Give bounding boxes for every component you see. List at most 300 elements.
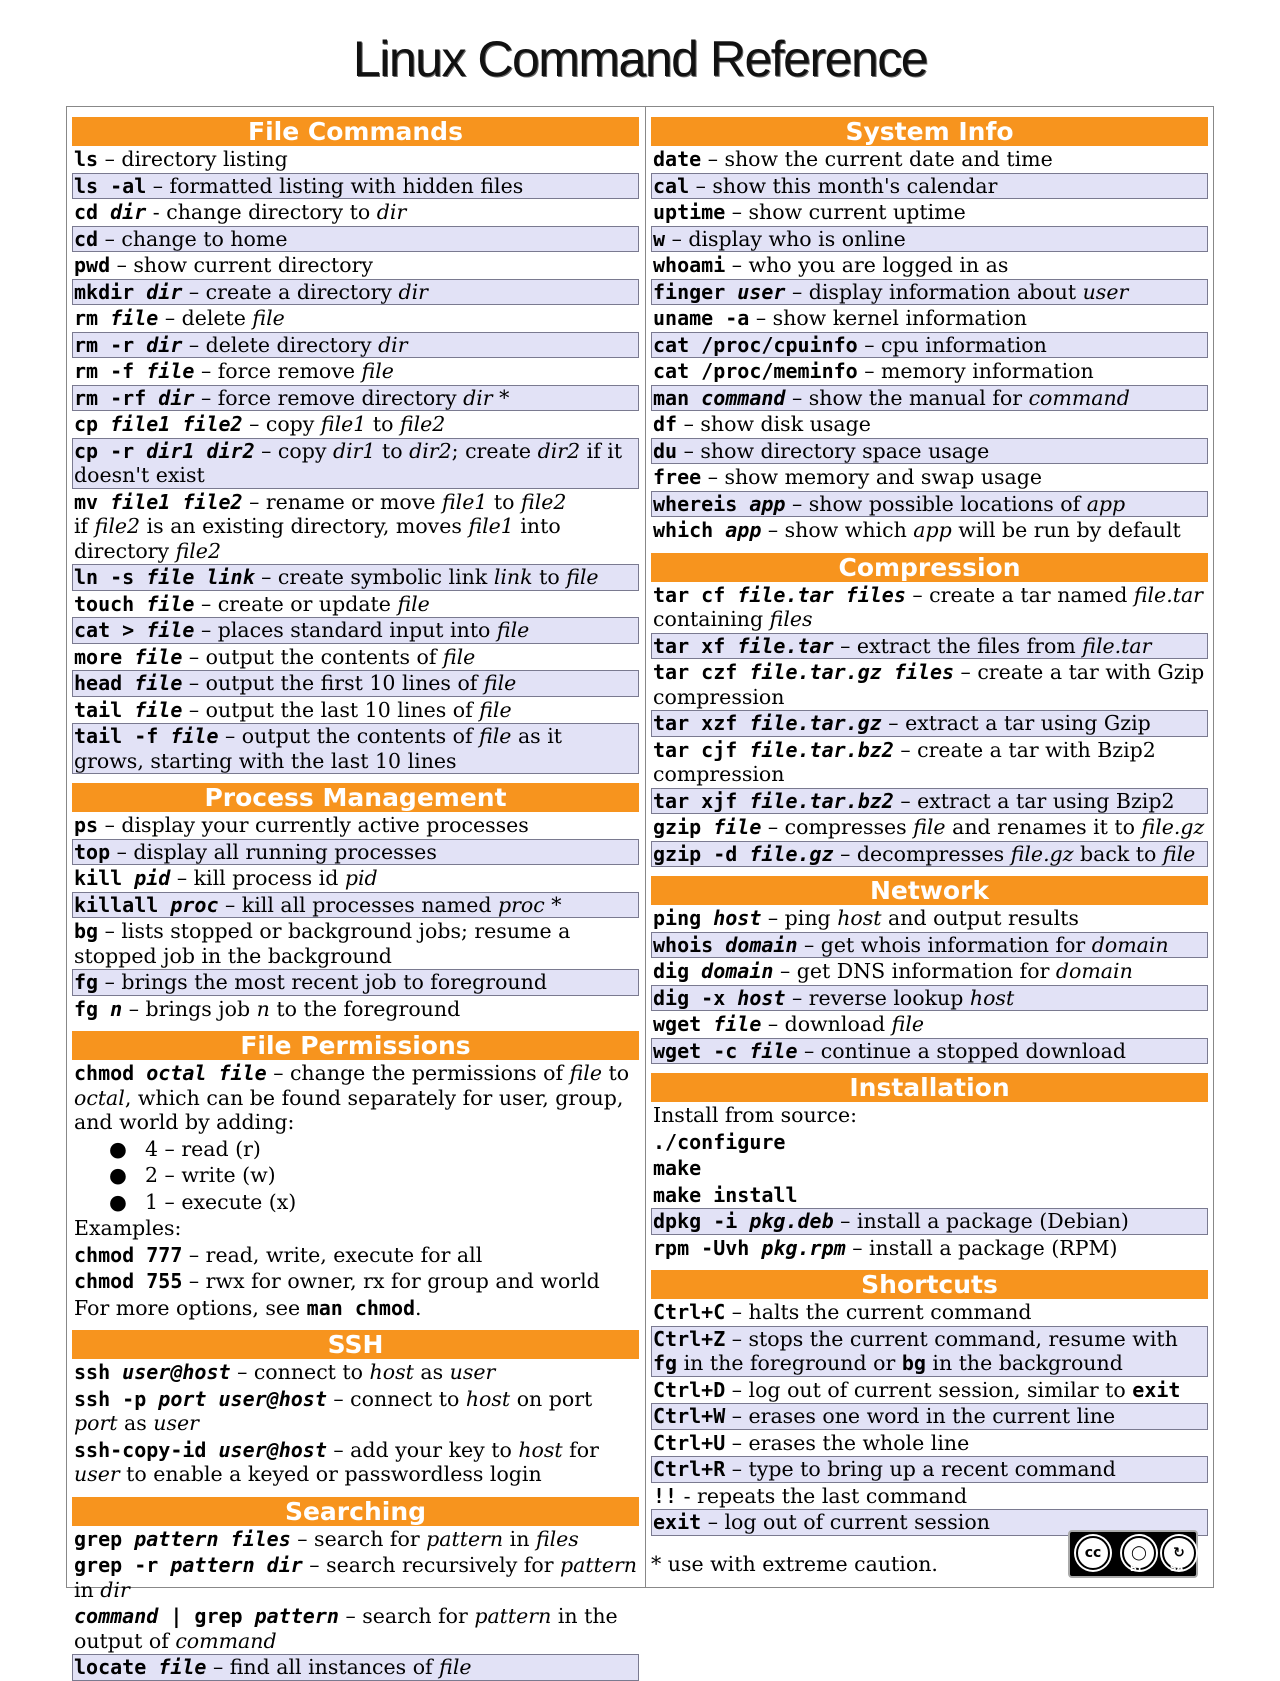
command-text: rm -f <box>74 359 147 383</box>
section-installation <box>651 1073 1208 1261</box>
command-argument: command <box>701 385 786 410</box>
command-argument: file.tar.bz2 <box>749 737 894 762</box>
description-text: – output the contents of <box>218 724 480 748</box>
command-row <box>72 438 639 489</box>
command-row <box>72 1242 639 1269</box>
description-text: – force remove <box>194 359 362 383</box>
command-row <box>651 1403 1208 1430</box>
description-text: to <box>366 412 400 436</box>
description-text: – create symbolic link <box>254 565 494 589</box>
command-row <box>651 1299 1208 1326</box>
bullet-icon: ● <box>109 1136 127 1161</box>
description-text: – show the current date and time <box>701 147 1053 171</box>
argument-ref: file <box>442 644 476 669</box>
command-argument: port user@host <box>158 1386 327 1411</box>
description-text: For more options, see <box>74 1295 307 1320</box>
argument-ref: file1 <box>441 489 488 514</box>
description-text: – show possible locations of <box>785 491 1087 516</box>
description-text: – get whois information for <box>797 932 1092 957</box>
command-argument: command <box>74 1604 159 1628</box>
argument-ref: file.tar <box>1082 633 1152 658</box>
command-row <box>72 1359 639 1386</box>
command-row <box>651 199 1208 226</box>
description-text: if <box>74 514 95 538</box>
command-row <box>651 737 1208 788</box>
description-text: to <box>487 489 522 514</box>
command-row <box>651 1038 1208 1065</box>
command-row <box>72 173 639 200</box>
argument-ref: command <box>175 1628 277 1653</box>
argument-ref: host <box>369 1360 414 1384</box>
argument-ref: dir <box>376 200 407 224</box>
description-text: – create a tar with Bzip2 compression <box>653 737 1156 786</box>
command-text: wget -c <box>653 1038 750 1063</box>
section-network <box>651 876 1208 1064</box>
section-header: Compression <box>651 553 1208 582</box>
description-text: – continue a stopped download <box>797 1038 1126 1063</box>
command-row <box>72 564 639 591</box>
command-argument: file.tar.bz2 <box>749 788 894 813</box>
command-argument: user@host <box>218 1437 327 1462</box>
command-row <box>651 358 1208 385</box>
command-text: finger <box>653 279 738 304</box>
description-text: 1 – execute (x) <box>145 1189 297 1214</box>
argument-ref: file <box>496 618 530 642</box>
section-header: SSH <box>72 1330 639 1359</box>
command-row <box>72 226 639 253</box>
bullet-item <box>72 1189 639 1216</box>
section-header: File Permissions <box>72 1031 639 1060</box>
description-text: 2 – write (w) <box>145 1163 276 1187</box>
argument-ref: files <box>769 607 813 631</box>
description-text: as <box>413 1360 450 1384</box>
command-row <box>651 1430 1208 1457</box>
description-text: – display who is online <box>665 226 906 251</box>
argument-ref: dir <box>378 332 408 357</box>
description-text: ; create <box>451 438 538 463</box>
command-text: w <box>653 226 666 251</box>
command-argument: host <box>737 985 786 1010</box>
command-argument: pkg.deb <box>749 1209 834 1233</box>
command-argument: file.tar.gz files <box>749 660 955 684</box>
description-text: – memory information <box>857 359 1094 383</box>
description-text: – type to bring up a recent command <box>725 1457 1116 1481</box>
description-text: – brings job <box>122 996 257 1021</box>
description-text: - change directory to <box>146 200 377 224</box>
command-text: exit <box>653 1510 702 1534</box>
command-row <box>651 1235 1208 1262</box>
command-text: dig -x <box>653 985 738 1010</box>
description-text: back to <box>1073 841 1163 866</box>
command-text: mv <box>74 489 111 514</box>
section-shortcuts <box>651 1270 1208 1536</box>
argument-ref: proc <box>497 892 545 917</box>
command-row <box>72 812 639 839</box>
command-argument: file <box>170 724 219 748</box>
command-row <box>651 1326 1208 1377</box>
command-row <box>651 279 1208 306</box>
argument-ref: port <box>74 1411 118 1435</box>
command-argument: dir <box>146 332 183 357</box>
description-text: and output results <box>881 906 1079 930</box>
command-text: bg <box>901 1351 926 1375</box>
argument-ref: dir <box>100 1577 130 1602</box>
argument-ref: dir <box>463 385 493 410</box>
command-text: date <box>653 147 702 171</box>
command-argument: file1 file2 <box>110 412 243 436</box>
command-text: Ctrl+W <box>653 1404 726 1428</box>
argument-ref: domain <box>1055 959 1133 983</box>
command-text: gzip -d <box>653 841 750 866</box>
left-column <box>72 114 639 1681</box>
command-argument: file <box>749 1038 798 1063</box>
command-row <box>72 358 639 385</box>
argument-ref: n <box>256 996 270 1021</box>
command-text: make install <box>653 1182 798 1207</box>
command-argument: file <box>158 1655 207 1679</box>
argument-ref: dir1 <box>332 438 376 463</box>
command-row <box>651 438 1208 465</box>
argument-ref: pattern <box>426 1526 504 1551</box>
command-row <box>72 1552 639 1603</box>
description-text: – log out of current session <box>701 1510 990 1534</box>
argument-ref: file2 <box>521 489 567 514</box>
description-text: – display information about <box>785 279 1083 304</box>
command-text: ssh-copy-id <box>74 1437 219 1462</box>
command-text: cp -r <box>74 438 147 463</box>
command-argument: file <box>146 618 195 642</box>
command-text: chmod 755 <box>74 1269 183 1293</box>
command-text: cat /proc/meminfo <box>653 359 858 383</box>
command-text: free <box>653 465 702 489</box>
command-row <box>651 788 1208 815</box>
command-row <box>651 252 1208 279</box>
description-text: Install from source: <box>653 1103 857 1127</box>
argument-ref: file <box>439 1655 472 1679</box>
description-text: Examples: <box>74 1216 182 1240</box>
description-text: – show kernel information <box>749 306 1027 330</box>
command-row <box>651 932 1208 959</box>
command-text: ping <box>653 906 714 930</box>
description-text: – copy <box>242 412 321 436</box>
argument-ref: host <box>465 1386 511 1411</box>
command-row <box>651 633 1208 660</box>
command-text: tar cf <box>653 582 738 607</box>
description-text: – erases one word in the current line <box>725 1404 1116 1428</box>
description-text: – install a package (Debian) <box>833 1209 1129 1233</box>
description-text: – change to home <box>98 226 288 251</box>
command-text: tar xf <box>653 633 738 658</box>
command-argument: file <box>713 1012 762 1036</box>
command-text: !! <box>653 1483 678 1508</box>
command-row <box>651 841 1208 868</box>
command-text: mkdir <box>74 279 147 304</box>
argument-ref: file <box>1162 841 1196 866</box>
command-text: ln -s <box>74 565 147 589</box>
command-argument: user@host <box>122 1360 231 1384</box>
argument-ref: user <box>153 1411 199 1435</box>
argument-ref: file <box>569 1061 602 1085</box>
description-text: – get DNS information for <box>773 959 1056 983</box>
command-text: rm -r <box>74 332 147 357</box>
command-text: gzip <box>653 815 714 839</box>
section-file-permissions <box>72 1031 639 1321</box>
command-text: fg <box>74 970 99 994</box>
argument-ref: file <box>252 306 285 330</box>
command-row <box>72 892 639 919</box>
description-text: . <box>415 1295 422 1320</box>
argument-ref: file <box>361 359 394 383</box>
command-text: tail <box>74 697 135 722</box>
description-text: – show this month's calendar <box>689 173 998 198</box>
description-text: – connect to <box>326 1386 466 1411</box>
description-text: in <box>74 1577 101 1602</box>
description-text: – install a package (RPM) <box>845 1235 1118 1260</box>
command-row <box>72 644 639 671</box>
command-text: cd <box>74 200 111 224</box>
section-compression <box>651 553 1208 868</box>
command-argument: file <box>146 359 195 383</box>
command-text: fg <box>74 996 111 1021</box>
command-argument: file1 file2 <box>110 489 243 514</box>
bullet-icon: ● <box>109 1163 127 1187</box>
section-header: Searching <box>72 1497 639 1526</box>
command-text: fg <box>653 1351 678 1375</box>
argument-ref: link <box>493 565 533 589</box>
description-text: – stops the current command, resume with <box>725 1326 1178 1351</box>
section-system-info <box>651 117 1208 544</box>
command-row <box>651 1155 1208 1182</box>
bullet-item <box>72 1162 639 1189</box>
command-row <box>651 1129 1208 1156</box>
bullet-item <box>72 1136 639 1163</box>
description-text: – show current uptime <box>725 200 966 224</box>
command-text: ls -al <box>74 173 147 198</box>
command-text: Ctrl+Z <box>653 1326 726 1351</box>
description-text: – delete <box>158 306 253 330</box>
description-text: * <box>492 385 510 410</box>
description-text: – create a tar named <box>905 582 1134 607</box>
description-text: – force remove directory <box>194 385 464 410</box>
command-argument: file <box>134 644 183 669</box>
command-row <box>72 723 639 774</box>
command-row <box>651 582 1208 633</box>
right-column <box>651 114 1208 1536</box>
argument-ref: host <box>969 985 1015 1010</box>
command-text: kill <box>74 866 135 890</box>
command-row <box>651 411 1208 438</box>
description-text: – kill all processes named <box>218 892 498 917</box>
section-file-commands <box>72 117 639 774</box>
description-text: – erases the whole line <box>725 1430 970 1455</box>
command-text: whereis <box>653 491 750 516</box>
command-text: ./configure <box>653 1129 786 1154</box>
command-row <box>72 279 639 306</box>
description-text: – ping <box>761 906 838 930</box>
command-row <box>651 710 1208 737</box>
command-row <box>72 146 639 173</box>
description-text: – copy <box>254 438 333 463</box>
description-text: – show the manual for <box>785 385 1029 410</box>
description-text: – compresses <box>761 815 914 839</box>
bullet-icon: ● <box>109 1189 127 1214</box>
command-argument: file <box>146 591 195 616</box>
command-row <box>651 173 1208 200</box>
argument-ref: file1 <box>468 514 514 538</box>
command-row <box>72 918 639 969</box>
command-text: top <box>74 839 111 864</box>
section-header: System Info <box>651 117 1208 146</box>
command-row <box>72 996 639 1023</box>
command-text: dig <box>653 959 702 983</box>
command-row <box>72 865 639 892</box>
section-process-management <box>72 783 639 1022</box>
description-text: in the background <box>925 1351 1123 1375</box>
section-header: Process Management <box>72 783 639 812</box>
description-text: – change the permissions of <box>266 1061 570 1085</box>
command-text: rm <box>74 306 111 330</box>
command-text: which <box>653 518 726 542</box>
command-row <box>651 1377 1208 1404</box>
command-text: ssh -p <box>74 1386 159 1411</box>
command-argument: pattern files <box>134 1526 291 1551</box>
section-header: Installation <box>651 1073 1208 1102</box>
description-text: – show disk usage <box>677 412 871 436</box>
argument-ref: file.gz <box>1141 815 1205 839</box>
argument-ref: host <box>837 906 882 930</box>
command-argument: file <box>134 697 183 722</box>
argument-ref: file1 <box>320 412 367 436</box>
command-text: bg <box>74 919 99 943</box>
command-argument: file.tar <box>737 633 834 658</box>
command-row <box>651 517 1208 544</box>
description-text: - repeats the last command <box>677 1483 968 1508</box>
description-text: – create a directory <box>182 279 399 304</box>
footnote: * use with extreme caution. <box>651 1552 938 1576</box>
argument-ref: command <box>1028 385 1130 410</box>
description-text: in the foreground or <box>677 1351 902 1375</box>
description-text: – search for <box>338 1604 475 1628</box>
command-row <box>72 1060 639 1136</box>
command-text: uptime <box>653 200 726 224</box>
command-argument: file <box>134 671 183 695</box>
argument-ref: host <box>518 1437 563 1462</box>
command-text: cat > <box>74 618 147 642</box>
command-text: tail -f <box>74 724 171 748</box>
description-text: into directory <box>74 514 561 563</box>
description-text: – read, write, execute for all <box>182 1242 483 1267</box>
argument-ref: file <box>479 697 512 722</box>
command-text: df <box>653 412 678 436</box>
description-text: – extract a tar using Bzip2 <box>893 788 1175 813</box>
command-row <box>72 1526 639 1553</box>
argument-ref: user <box>1082 279 1129 304</box>
command-row <box>72 839 639 866</box>
description-text: – show current directory <box>110 253 373 277</box>
command-text: tar cjf <box>653 737 750 762</box>
command-argument: file.gz <box>749 841 834 866</box>
command-row <box>651 1208 1208 1235</box>
description-text: as it grows, starting with the last 10 lines <box>74 724 563 773</box>
description-text: – display your currently active processes <box>98 813 529 837</box>
command-row <box>72 591 639 618</box>
by-label: BY <box>1130 1564 1143 1574</box>
command-argument: host <box>713 906 762 930</box>
description-text: – directory listing <box>98 147 288 171</box>
command-argument: dir <box>110 200 147 224</box>
command-row <box>72 1437 639 1488</box>
command-argument: file.tar files <box>737 582 906 607</box>
section-header: Network <box>651 876 1208 905</box>
argument-ref: file <box>479 724 512 748</box>
command-text: man chmod <box>306 1295 416 1320</box>
argument-ref: domain <box>1091 932 1169 957</box>
command-text: chmod 777 <box>74 1242 183 1267</box>
command-argument: app <box>725 518 762 542</box>
description-text: – add your key to <box>326 1437 519 1462</box>
argument-ref: file2 <box>399 412 446 436</box>
command-text: dpkg -i <box>653 1209 750 1233</box>
command-text: Ctrl+C <box>653 1300 726 1324</box>
description-text: – halts the current command <box>725 1300 1032 1324</box>
description-text: if it doesn't exist <box>74 438 623 487</box>
description-text: – reverse lookup <box>785 985 970 1010</box>
description-text: in <box>503 1526 536 1551</box>
description-text: to enable a keyed or passwordless login <box>119 1462 542 1486</box>
argument-ref: dir <box>398 279 428 304</box>
command-argument: file link <box>146 565 255 589</box>
description-text: will be run by default <box>951 518 1181 542</box>
description-text: – output the first 10 lines of <box>182 671 484 695</box>
description-text: * <box>544 892 562 917</box>
command-text: locate <box>74 1655 159 1679</box>
description-text: – show memory and swap usage <box>701 465 1043 489</box>
command-text: touch <box>74 591 147 616</box>
command-text: cd <box>74 226 99 251</box>
description-text: containing <box>653 607 770 631</box>
description-text: – log out of current session, similar to <box>725 1377 1133 1402</box>
command-row <box>651 464 1208 491</box>
command-row <box>72 332 639 359</box>
command-row <box>651 814 1208 841</box>
command-argument: file <box>713 815 762 839</box>
command-text: | grep <box>158 1604 255 1628</box>
command-text: more <box>74 644 135 669</box>
argument-ref: file <box>483 671 517 695</box>
command-text: grep <box>74 1526 135 1551</box>
command-row <box>72 199 639 226</box>
command-text: du <box>653 438 678 463</box>
command-row <box>72 1295 639 1322</box>
description-text: and renames it to <box>945 815 1142 839</box>
cc-license-badge <box>1068 1530 1198 1578</box>
description-text: to <box>532 565 567 589</box>
command-text: man <box>653 385 702 410</box>
command-row <box>651 1456 1208 1483</box>
description-text: – search for <box>290 1526 427 1551</box>
argument-ref: file <box>566 565 599 589</box>
command-argument: file.tar.gz <box>749 711 882 735</box>
column-divider <box>645 106 646 1588</box>
command-text: cp <box>74 412 111 436</box>
command-text: exit <box>1132 1377 1181 1402</box>
command-row <box>651 958 1208 985</box>
command-row <box>72 1654 639 1681</box>
command-row <box>72 1603 639 1654</box>
argument-ref: dir2 <box>409 438 452 463</box>
description-text: – connect to <box>230 1360 370 1384</box>
section-searching <box>72 1497 639 1681</box>
